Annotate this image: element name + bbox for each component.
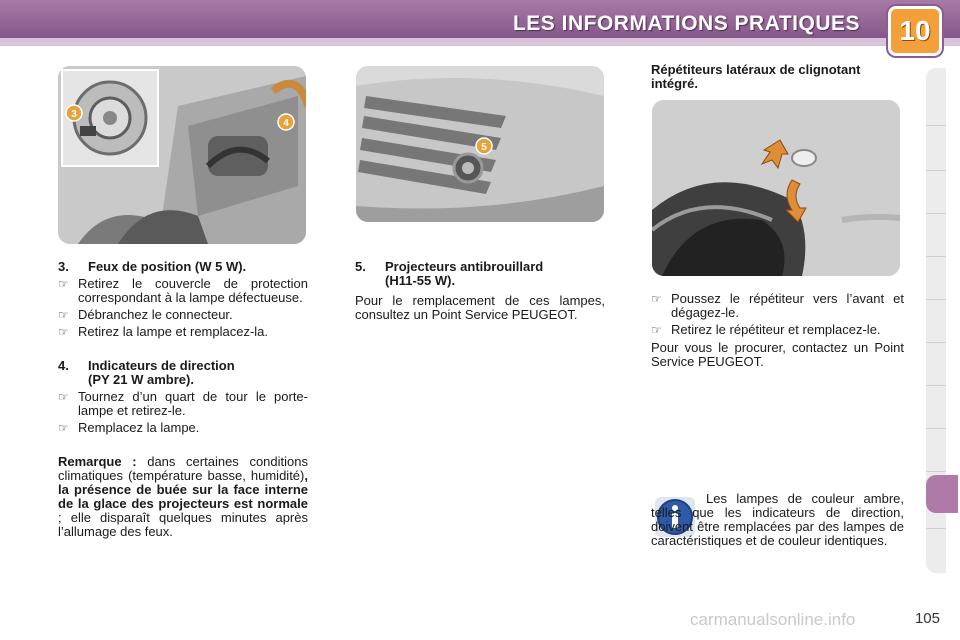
finger-pointing-icon: ☞ [651, 292, 662, 306]
header-band [0, 38, 960, 46]
instruction-bullet: ☞ Poussez le répétiteur vers l’avant et dégagez-le. [651, 291, 904, 320]
remark-paragraph: Remarque : dans certaines conditions climatiques (température basse, humidité), la présence de buée sur la face interne de la glace des projecteurs est normale ; elle disparaît quelques minutes après l’allumage des feux. [58, 454, 308, 539]
tab-divider [926, 428, 946, 429]
finger-pointing-icon: ☞ [58, 421, 69, 435]
callout-3: 3 [71, 109, 77, 120]
fog-lamp-photo [356, 66, 604, 222]
info-note [651, 492, 904, 548]
finger-pointing-icon: ☞ [58, 308, 69, 322]
fog-lamp-illustration [356, 66, 604, 222]
column-middle [355, 260, 605, 322]
section-title: Feux de position (W 5 W). [88, 259, 247, 274]
tab-divider [926, 385, 946, 386]
section-title: Indicateurs de direction [88, 358, 235, 373]
finger-pointing-icon: ☞ [58, 277, 69, 291]
instruction-bullet: ☞ Remplacez la lampe. [58, 420, 200, 435]
side-repeater-illustration [652, 100, 900, 276]
info-text: Les lampes de couleur ambre, telles que les indicateurs de direction, doivent être remplacées par des lampes de caractéristiques et de couleur identiques. [651, 491, 904, 548]
tab-divider [926, 528, 946, 529]
callout-4: 4 [283, 118, 289, 129]
watermark: carmanualsonline.info [690, 610, 856, 629]
page-number: 105 [914, 610, 940, 627]
section-title-cont: (PY 21 W ambre). [88, 372, 194, 387]
instruction-bullet: ☞ Tournez d’un quart de tour le porte-lampe et retirez-le. [58, 389, 308, 418]
section-heading [58, 260, 308, 274]
page-title: LES INFORMATIONS PRATIQUES [512, 12, 860, 35]
column-left [58, 260, 308, 539]
tab-divider [926, 299, 946, 300]
side-repeater-photo [652, 100, 900, 276]
finger-pointing-icon: ☞ [58, 325, 69, 339]
tab-divider [926, 256, 946, 257]
section-number: 4. [58, 358, 69, 373]
body-text: Pour le remplacement de ces lampes, consultez un Point Service PEUGEOT. [355, 293, 605, 322]
finger-pointing-icon: ☞ [651, 323, 662, 337]
tab-divider [926, 342, 946, 343]
instruction-bullet: ☞ Retirez la lampe et remplacez-la. [58, 324, 269, 339]
section-heading [58, 359, 308, 387]
section-title: Répétiteurs latéraux de clignotant intégré. [651, 62, 861, 91]
active-chapter-tab[interactable] [926, 475, 958, 513]
callout-5: 5 [481, 142, 487, 153]
column-right-heading [651, 63, 901, 91]
tab-divider [926, 213, 946, 214]
tab-divider [926, 471, 946, 472]
instruction-bullet: ☞ Retirez le couvercle de protection correspondant à la lampe défectueuse. [58, 276, 308, 305]
headlamp-illustration [58, 66, 306, 244]
section-number: 5. [355, 259, 366, 274]
finger-pointing-icon: ☞ [58, 390, 69, 404]
section-title-cont: (H11-55 W). [385, 273, 456, 288]
body-text: Pour vous le procurer, contactez un Point Service PEUGEOT. [651, 340, 904, 369]
chapter-badge: 10 [888, 6, 942, 56]
tab-divider [926, 125, 946, 126]
column-right [651, 289, 904, 369]
tab-divider [926, 170, 946, 171]
instruction-bullet: ☞ Retirez le répétiteur et remplacez-le. [651, 322, 881, 337]
section-number: 3. [58, 259, 69, 274]
section-heading [355, 260, 605, 288]
section-title: Projecteurs antibrouillard [385, 259, 544, 274]
instruction-bullet: ☞ Débranchez le connecteur. [58, 307, 233, 322]
headlamp-photo [58, 66, 306, 244]
